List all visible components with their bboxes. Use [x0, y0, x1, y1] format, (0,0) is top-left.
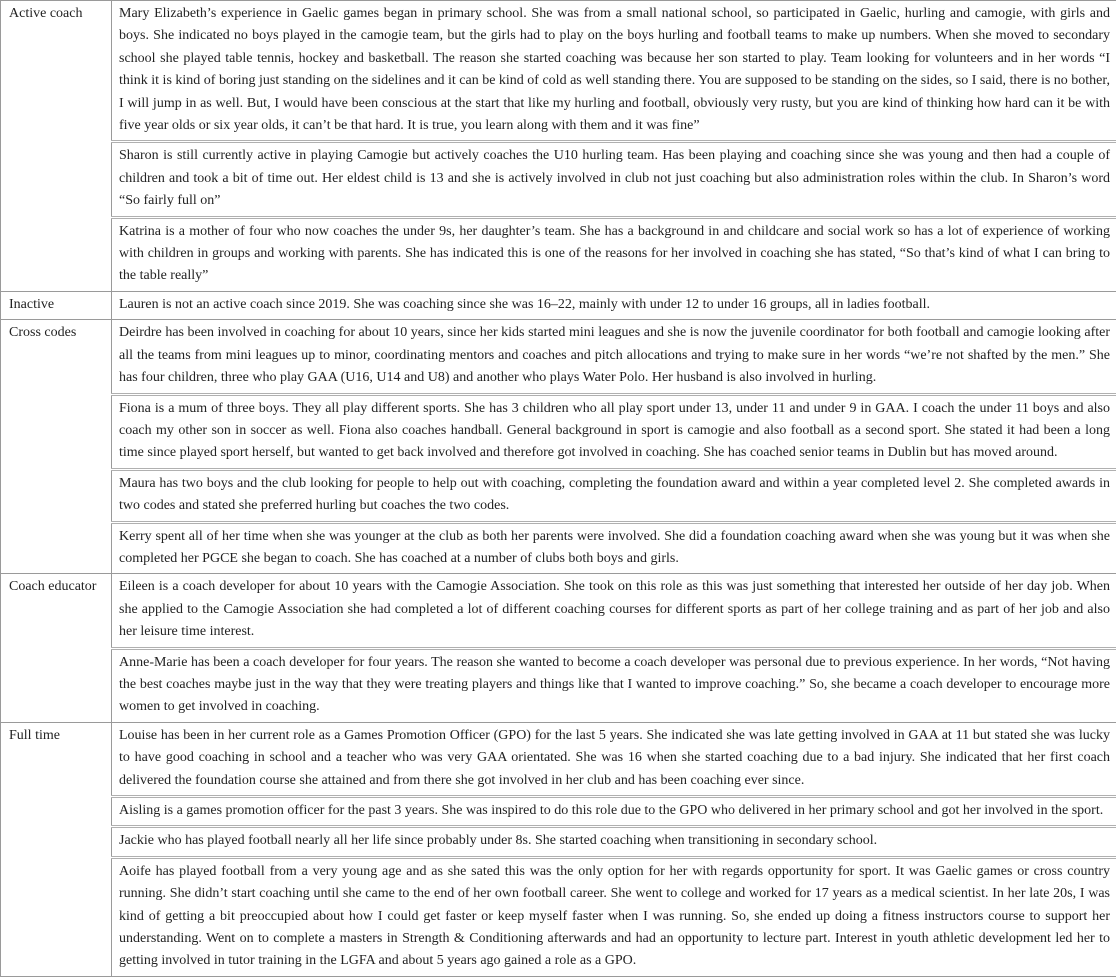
category-cell: Active coach [1, 1, 112, 292]
description-cell: Lauren is not an active coach since 2019. She was coaching since she was 16–22, mainly with under 12 to under 16 groups, all in ladies football. [112, 291, 1116, 319]
table-row [1, 648, 1116, 722]
description-cell: Aisling is a games promotion officer for the past 3 years. She was inspired to do this role due to the GPO who delivered in her primary school and got her involved in the sport. [112, 797, 1116, 827]
table-row [1, 827, 1116, 857]
table-row [1, 522, 1116, 574]
table-row [1, 142, 1116, 217]
table-row [1, 722, 1116, 796]
category-cell: Cross codes [1, 320, 112, 574]
description-cell: Aoife has played football from a very young age and as she sated this was the only option for her with regards opportunity for sport. It was Gaelic games or cross country running. She didn’t start coaching until she came to the end of her own football career. She went to college and worked for 17 years as a medical scientist. In her late 20s, I was kind of getting a bit preoccupied about how I could get faster or keep myself faster when I was running. So, she ended up doing a fitness instructors course to support her understanding. Went on to complete a masters in Strength & Conditioning afterwards and had an opportunity to lecture part. Interest in youth athletic development led her to getting involved in tutor training in the LGFA and about 5 years ago gained a role as a GPO. [112, 857, 1116, 976]
table-row [1, 394, 1116, 469]
description-cell: Maura has two boys and the club looking for people to help out with coaching, completing the foundation award and within a year completed level 2. She completed awards in two codes and stated she preferred hurling but coaches the two codes. [112, 469, 1116, 522]
table-row [1, 1, 1116, 142]
description-cell: Eileen is a coach developer for about 10 years with the Camogie Association. She took on this role as this was just something that interested her outside of her day job. When she applied to the Camogie Association she had completed a lot of different coaching courses for different sports as part of her college training and as part of her job and also her leisure time interest. [112, 574, 1116, 648]
description-cell: Louise has been in her current role as a Games Promotion Officer (GPO) for the last 5 years. She indicated she was late getting involved in GAA at 11 but stated she was lucky to have good coaching in school and a teacher who was very GAA orientated. She was 16 when she started coaching due to a bad injury. She indicated that her first coach delivered the foundation course she attained and from there she got involved in her club and has been coaching ever since. [112, 722, 1116, 796]
table-row [1, 857, 1116, 976]
table-row [1, 291, 1116, 319]
description-cell: Fiona is a mum of three boys. They all play different sports. She has 3 children who all play sport under 13, under 11 and under 9 in GAA. I coach the under 11 boys and also coach my other son in soccer as well. Fiona also coaches handball. General background in sport is camogie and also football as a second sport. She stated it had been a long time since played sport herself, but wanted to get back involved and therefore got involved in coaching. She has coached senior teams in Dublin but has moved around. [112, 394, 1116, 469]
category-cell: Full time [1, 722, 112, 976]
table-row [1, 320, 1116, 394]
table-row [1, 797, 1116, 827]
table-row [1, 469, 1116, 522]
description-cell: Kerry spent all of her time when she was younger at the club as both her parents were involved. She did a foundation coaching award when she was young but it was when she completed her PGCE she began to coach. She has coached at a number of clubs both boys and girls. [112, 522, 1116, 574]
category-cell: Coach educator [1, 574, 112, 722]
description-cell: Jackie who has played football nearly all her life since probably under 8s. She started coaching when transitioning in secondary school. [112, 827, 1116, 857]
description-cell: Deirdre has been involved in coaching for about 10 years, since her kids started mini leagues and she is now the juvenile coordinator for both football and camogie looking after all the teams from mini leagues up to minor, coordinating mentors and coaches and pitch allocations and trying to make sure in her words “we’re not shafted by the men.” She has four children, three who play GAA (U16, U14 and U8) and another who plays Water Polo. Her husband is also involved in hurling. [112, 320, 1116, 394]
table-row [1, 574, 1116, 648]
category-cell: Inactive [1, 291, 112, 319]
description-cell: Mary Elizabeth’s experience in Gaelic games began in primary school. She was from a small national school, so participated in Gaelic, hurling and camogie, with girls and boys. She indicated no boys played in the camogie team, but the girls had to play on the boys hurling and football teams to make up numbers. When she moved to secondary school she played table tennis, hockey and basketball. The reason she started coaching was because her son started to play. Team looking for volunteers and in her words “I think it is kind of boring just standing on the sidelines and it can be kind of cold as well standing there. You are supposed to be standing on the sides, so I said, there is no bother, I will jump in as well. But, I would have been conscious at the start that like my hurling and football, obviously very rusty, but you are kind of thinking how hard can it be with five year olds or six year olds, it can’t be that hard. It is true, you learn along with them and it was fine” [112, 1, 1116, 142]
description-cell: Sharon is still currently active in playing Camogie but actively coaches the U10 hurling team. Has been playing and coaching since she was young and then had a couple of children and took a bit of time out. Her eldest child is 13 and she is actively involved in club not just coaching but also administration roles within the club. In Sharon’s word “So fairly full on” [112, 142, 1116, 217]
description-cell: Katrina is a mother of four who now coaches the under 9s, her daughter’s team. She has a background in and childcare and social work so has a lot of experience of working with children in groups and working with parents. She has indicated this is one of the reasons for her involved in coaching she has stated, “So that’s kind of what I can bring to the table really” [112, 217, 1116, 291]
description-cell: Anne-Marie has been a coach developer for four years. The reason she wanted to become a coach developer was personal due to previous experience. In her words, “Not having the best coaches maybe just in the way that they were treating players and things like that I wanted to improve coaching.” So, she became a coach developer to encourage more women to get involved in coaching. [112, 648, 1116, 722]
table-row [1, 217, 1116, 291]
